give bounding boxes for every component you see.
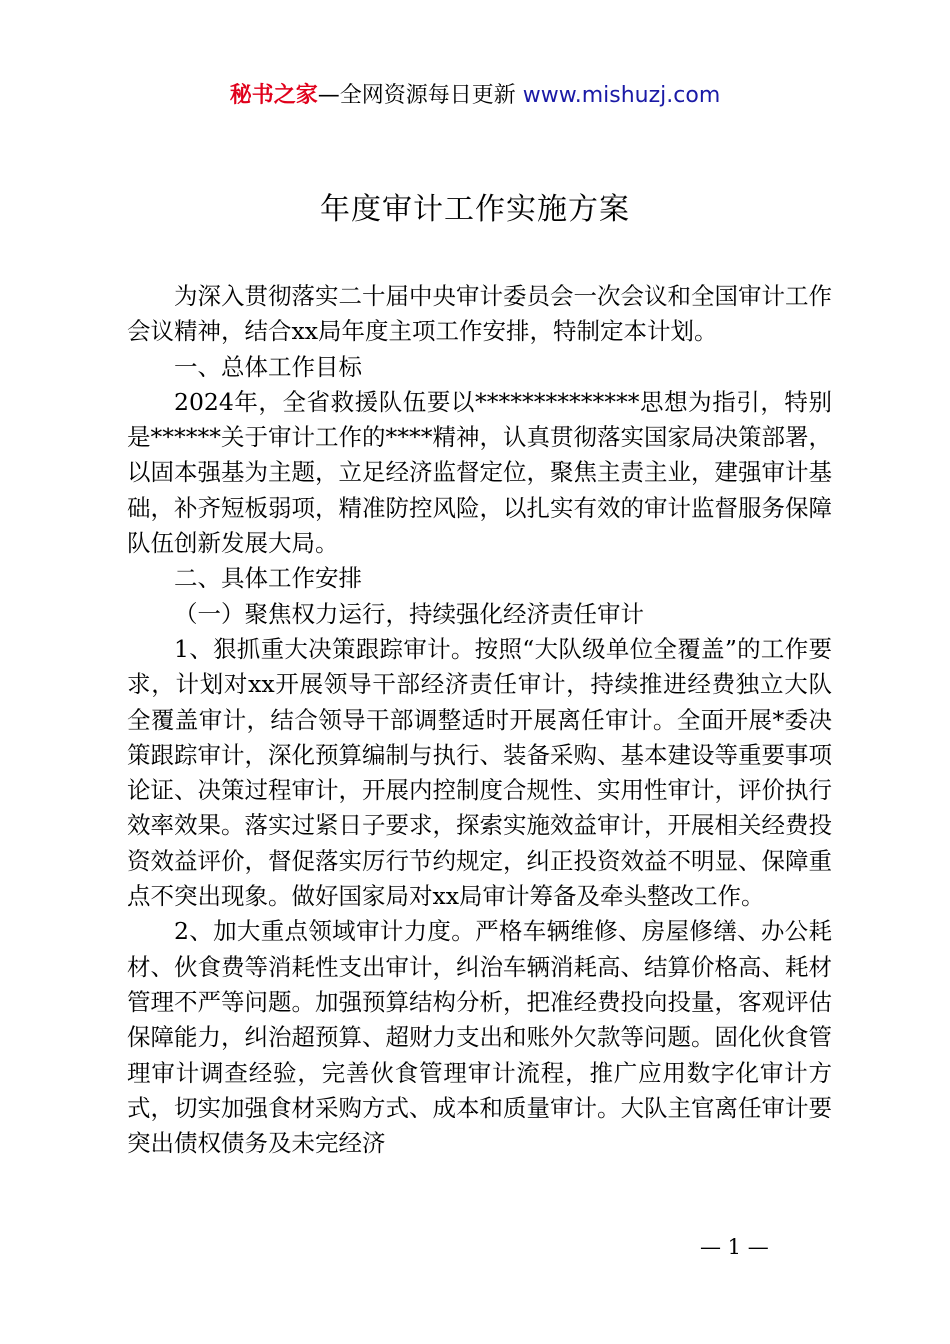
document-title: 年度审计工作实施方案 bbox=[320, 192, 630, 227]
subsection-heading-1: （一）聚焦权力运行，持续强化经济责任审计 bbox=[174, 599, 644, 628]
paragraph-item-1: 1、狠抓重大决策跟踪审计。按照“大队级单位全覆盖”的工作要求，计划对xx开展领导干部经济责任审计，持续推进经费独立大队全覆盖审计，结合领导干部调整适时开展离任审计。全面开展*委决策跟踪审计，深化预算编制与执行、装备采购、基本建设等重要事项论证、决策过程审计，开展内控制度合规性、实用性审计，评价执行效率效果。落实过紧日子要求，探索实施效益审计，开展相关经费投资效益评价，督促落实厉行节约规定，纠正投资效益不明显、保障重点不突出现象。做好国家局对xx局审计筹备及牵头整改工作。 bbox=[127, 634, 832, 911]
site-brand: 秘书之家 bbox=[229, 83, 318, 108]
site-url-link[interactable]: www.mishuzj.com bbox=[522, 83, 721, 108]
paragraph-goals: 2024年，全省救援队伍要以**************思想为指引，特别是******关于审计工作的****精神，认真贯彻落实国家局决策部署，以固本强基为主题，立足经济监督定位，聚焦主责主业，建强审计基础，补齐短板弱项，精准防控风险，以扎实有效的审计监督服务保障队伍创新发展大局。 bbox=[127, 387, 832, 558]
site-slogan: —全网资源每日更新 bbox=[317, 83, 516, 108]
site-header bbox=[0, 80, 950, 112]
paragraph-item-2: 2、加大重点领域审计力度。严格车辆维修、房屋修缮、办公耗材、伙食费等消耗性支出审计，纠治车辆消耗高、结算价格高、耗材管理不严等问题。加强预算结构分析，把准经费投向投量，客观评估保障能力，纠治超预算、超财力支出和账外欠款等问题。固化伙食管理审计调查经验，完善伙食管理审计流程，推广应用数字化审计方式，切实加强食材采购方式、成本和质量审计。大队主官离任审计要突出债权债务及未完经济 bbox=[127, 917, 832, 1158]
paragraph-intro: 为深入贯彻落实二十届中央审计委员会一次会议和全国审计工作会议精神，结合xx局年度主项工作安排，特制定本计划。 bbox=[127, 282, 832, 346]
section-heading-2: 二、具体工作安排 bbox=[174, 564, 362, 593]
document-body bbox=[127, 279, 832, 1161]
section-heading-1: 一、总体工作目标 bbox=[174, 352, 362, 381]
page-number: — 1 — bbox=[700, 1235, 769, 1259]
